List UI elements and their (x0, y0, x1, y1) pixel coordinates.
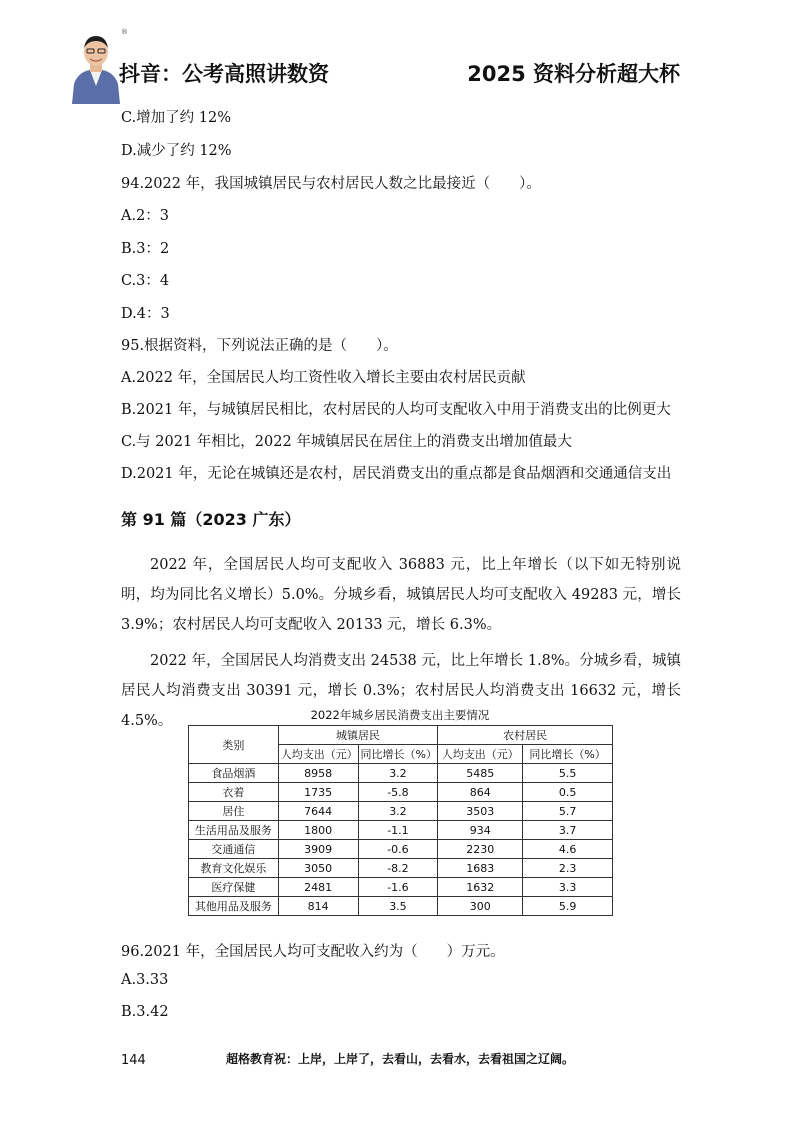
q94-option-a: A.2：3 (121, 208, 170, 224)
table-cell: 1683 (438, 859, 523, 878)
consumption-table (188, 725, 613, 916)
table-cell: 4.6 (523, 840, 613, 859)
table-cell: 864 (438, 783, 523, 802)
table-cell: 2.3 (523, 859, 613, 878)
table-row (189, 783, 613, 802)
table-cell: 814 (278, 897, 358, 916)
table-cell: 0.5 (523, 783, 613, 802)
paragraph-income: 2022 年，全国居民人均可支配收入 36883 元，比上年增长（以下如无特别说明，均为同比名义增长）5.0%。分城乡看，城镇居民人均可支配收入 49283 元，增长 3.9%；农村居民人均可支配收入 20133 元，增长 6.3%。 (121, 557, 681, 633)
table-row-category: 交通通信 (189, 840, 279, 859)
table-title: 2022年城乡居民消费支出主要情况 (310, 708, 490, 722)
table-row-category: 教育文化娱乐 (189, 859, 279, 878)
table-cell: 934 (438, 821, 523, 840)
table-cell: 1800 (278, 821, 358, 840)
table-cell: -0.6 (358, 840, 438, 859)
q94-option-c: C.3：4 (121, 273, 170, 289)
table-cell: 3.2 (358, 802, 438, 821)
q95-option-b: B.2021 年，与城镇居民相比，农村居民的人均可支配收入中用于消费支出的比例更大 (121, 402, 671, 418)
table-cell: -1.1 (358, 821, 438, 840)
table-row-category: 食品烟酒 (189, 764, 279, 783)
table-cell: 3.7 (523, 821, 613, 840)
q94-option-d: D.4：3 (121, 306, 170, 322)
table-row (189, 878, 613, 897)
table-row-category: 居住 (189, 802, 279, 821)
table-row (189, 859, 613, 878)
footer-slogan: 超格教育祝：上岸，上岸了，去看山，去看水，去看祖国之辽阔。 (225, 1052, 574, 1066)
table-cell: 1735 (278, 783, 358, 802)
sub-header-urban-growth: 同比增长（%） (358, 745, 438, 764)
table-cell: 3050 (278, 859, 358, 878)
table-row (189, 840, 613, 859)
table-cell: 8958 (278, 764, 358, 783)
table-cell: 3.3 (523, 878, 613, 897)
group-header-rural: 农村居民 (438, 726, 613, 745)
q93-option-c: C.增加了约 12% (121, 110, 232, 126)
q95-option-a: A.2022 年，全国居民人均工资性收入增长主要由农村居民贡献 (121, 370, 526, 386)
paragraph-consumption: 2022 年，全国居民人均消费支出 24538 元，比上年增长 1.8%。分城乡看，城镇居民人均消费支出 30391 元，增长 0.3%；农村居民人均消费支出 16632 元，增长 4.5%。 (121, 653, 681, 729)
table-row (189, 764, 613, 783)
q95-option-c: C.与 2021 年相比，2022 年城镇居民在居住上的消费支出增加值最大 (121, 434, 572, 450)
table-cell: 3.5 (358, 897, 438, 916)
q96-option-a: A.3.33 (121, 972, 169, 988)
table-row-category: 衣着 (189, 783, 279, 802)
table-row (189, 821, 613, 840)
table-row-category: 生活用品及服务 (189, 821, 279, 840)
table-cell: 300 (438, 897, 523, 916)
table-row (189, 802, 613, 821)
section-title: 第 91 篇（2023 广东） (121, 510, 301, 529)
table-cell: 3503 (438, 802, 523, 821)
table-cell: 5.9 (523, 897, 613, 916)
table-cell: -8.2 (358, 859, 438, 878)
group-header-urban: 城镇居民 (278, 726, 438, 745)
table-row-category: 其他用品及服务 (189, 897, 279, 916)
page-header (0, 0, 800, 105)
sub-header-urban-spend: 人均支出（元） (278, 745, 358, 764)
table-row-category: 医疗保健 (189, 878, 279, 897)
table-cell: -5.8 (358, 783, 438, 802)
q94-stem: 94.2022 年，我国城镇居民与农村居民人数之比最接近（ ）。 (121, 176, 541, 192)
header-left-title: 抖音：公考高照讲数资 (119, 62, 329, 86)
q95-option-d: D.2021 年，无论在城镇还是农村，居民消费支出的重点都是食品烟酒和交通通信支出 (121, 466, 672, 482)
table-group-header-row (189, 726, 613, 745)
table-row (189, 897, 613, 916)
sub-header-rural-growth: 同比增长（%） (523, 745, 613, 764)
q93-option-d: D.减少了约 12% (121, 143, 232, 159)
page-number: 144 (121, 1053, 146, 1068)
table-corner-header: 类别 (189, 726, 279, 764)
q96-option-b: B.3.42 (121, 1004, 169, 1020)
table-cell: 2230 (438, 840, 523, 859)
table-cell: -1.6 (358, 878, 438, 897)
table-cell: 5485 (438, 764, 523, 783)
presenter-avatar (68, 28, 124, 104)
table-cell: 5.5 (523, 764, 613, 783)
table-cell: 2481 (278, 878, 358, 897)
sub-header-rural-spend: 人均支出（元） (438, 745, 523, 764)
q96-stem: 96.2021 年，全国居民人均可支配收入约为（ ）万元。 (121, 944, 505, 960)
table-cell: 5.7 (523, 802, 613, 821)
table-cell: 3.2 (358, 764, 438, 783)
q95-stem: 95.根据资料，下列说法正确的是（ ）。 (121, 338, 398, 354)
table-cell: 7644 (278, 802, 358, 821)
table-cell: 3909 (278, 840, 358, 859)
table-cell: 1632 (438, 878, 523, 897)
registered-mark: ® (121, 28, 128, 36)
header-right-title: 2025 资料分析超大杯 (467, 62, 680, 86)
q94-option-b: B.3：2 (121, 241, 170, 257)
